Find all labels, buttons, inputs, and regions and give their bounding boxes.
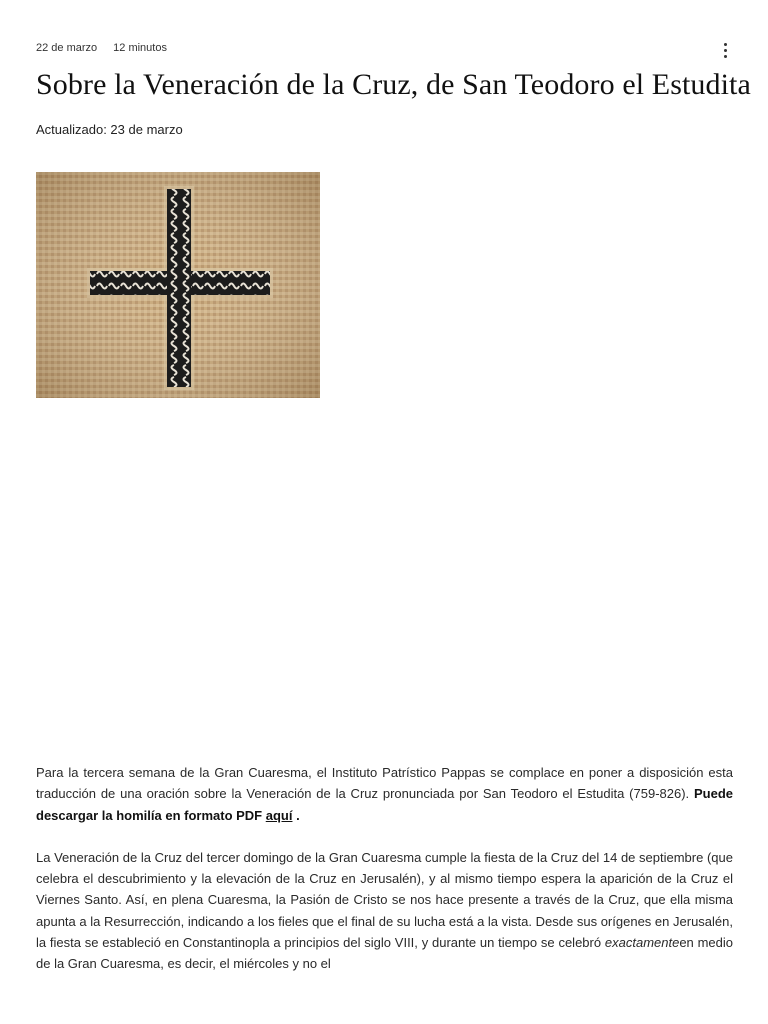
paragraph-2 [36,847,733,975]
paragraph-1 [36,762,733,826]
pdf-link[interactable]: aquí [265,807,293,823]
updated-date: Actualizado: 23 de marzo [36,122,183,137]
post-meta [36,42,167,54]
paragraph-1-text: Para la tercera semana de la Gran Cuaresma, el Instituto Patrístico Pappas se complace en poner a disposición esta traducción de una oración sobre la Veneración de la Cruz pronunciada por San Teodoro el Estudita (759-826). [36,765,733,802]
download-note: Puede descargar la homilía en formato PDF [36,786,733,823]
paragraph-2-text-b: en medio de la Gran Cuaresma, es decir, el miércoles y no el [36,935,733,972]
paragraph-2-emphasis: exactamente [604,935,680,951]
mosaic-cross-image [36,172,320,398]
post-title: Sobre la Veneración de la Cruz, de San Teodoro el Estudita [36,68,751,101]
article-body [36,762,733,996]
post-date: 22 de marzo [36,42,98,54]
download-note-end: . [292,807,300,823]
read-time: 12 minutos [113,42,167,54]
more-vertical-icon[interactable] [716,40,734,60]
paragraph-2-text-a: La Veneración de la Cruz del tercer domingo de la Gran Cuaresma cumple la fiesta de la Cruz del 14 de septiembre (que celebra el descubrimiento y la elevación de la Cruz en Jerusalén), y al mismo tiempo espera la aparición de la Cruz el Viernes Santo. Así, en plena Cuaresma, la Pasión de Cristo se nos hace presente a través de la Cruz, que ella misma apunta a la Resurrección, indicando a los fieles que el final de su lucha está a la vista. Desde sus orígenes en Jerusalén, la fiesta se estableció en Constantinopla a principios del siglo VIII, y durante un tiempo se celebró [36,849,733,951]
